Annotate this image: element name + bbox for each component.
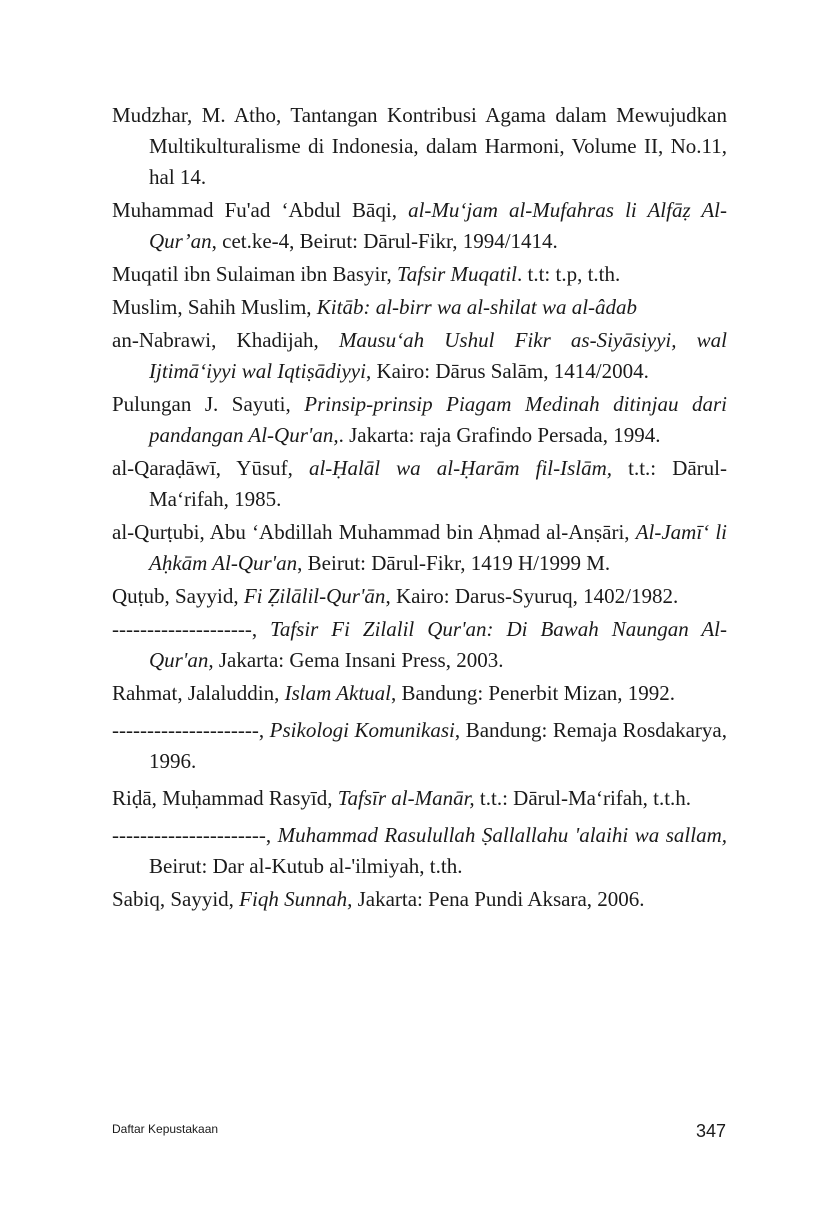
entry-details: Beirut: Dar al-Kutub al-'ilmiyah, t.th. [149,854,463,878]
entry-title: Tafsir Muqatil [396,262,517,286]
entry-text: Sabiq, Sayyid, [112,887,240,911]
bibliography-entry [112,715,727,777]
entry-title: Muhammad Rasulullah Ṣallallahu 'alaihi wa sallam, [277,823,727,847]
entry-text: Pulungan J. Sayuti, [112,392,305,416]
entry-text: Muqatil ibn Sulaiman ibn Basyir, [112,262,397,286]
entry-title: Al-Jamī‘ li Aḥkām Al-Qur'an [149,520,727,575]
entry-details: , Kairo: Darus-Syuruq, 1402/1982. [385,584,679,608]
entry-title: Psikologi Komunikasi [269,718,455,742]
entry-title: al-Ḥalāl wa al-Ḥarām fil-Islām, [308,456,613,480]
entry-text: --------------------, [112,617,271,641]
entry-details: , Kairo: Dārus Salām, 1414/2004. [365,359,649,383]
bibliography-entry [112,581,727,612]
entry-title: Tafsīr al-Manār, [337,786,475,810]
entry-details: , Bandung: Penerbit Mizan, 1992. [391,681,676,705]
entry-text: al-Qurṭubi, Abu ‘Abdillah Muhammad bin Aḥmad al-Anṣāri, [112,520,636,544]
bibliography-entry [112,614,727,676]
entry-title: Fi Ẓilālil-Qur'ān [243,584,386,608]
bibliography-entry [112,259,727,290]
entry-details: t.t.: Dārul-Ma‘rifah, 1985. [149,456,727,511]
entry-text: Muhammad Fu'ad ‘Abdul Bāqi, [112,198,409,222]
footer-section-title: Daftar Kepustakaan [112,1122,219,1136]
bibliography-entry [112,453,727,515]
entry-details: Jakarta: Gema Insani Press, 2003. [213,648,504,672]
bibliography-entry [112,884,727,915]
entry-title: al-Mu‘jam al-Mufahras li Alfāẓ Al-Qur’an [149,198,727,253]
entry-text: ---------------------, [112,718,270,742]
bibliography-entry [112,517,727,579]
entry-text: Muslim, Sahih Muslim, [112,295,317,319]
bibliography-entry [112,292,727,323]
entry-title: Tafsir Fi Zilalil Qur'an: Di Bawah Naungan Al-Qur'an, [149,617,727,672]
entry-text: Riḍā, Muḥammad Rasyīd, [112,786,338,810]
entry-title: Mausu‘ah Ushul Fikr as-Siyāsiyyi, wal Ijtimā‘iyyi wal Iqtiṣādiyyi [149,328,727,383]
entry-text: an-Nabrawi, Khadijah, [112,328,339,352]
entry-title: Islam Aktual [284,681,391,705]
bibliography-entry [112,195,727,257]
bibliography-entry [112,783,727,814]
entry-details: t.t.: Dārul-Ma‘rifah, t.t.h. [474,786,692,810]
entry-details: , cet.ke-4, Beirut: Dārul-Fikr, 1994/1414. [211,229,558,253]
entry-details: . t.t: t.p, t.th. [517,262,621,286]
bibliography-entry [112,678,727,709]
entry-details: Jakarta: Pena Pundi Aksara, 2006. [352,887,645,911]
entry-text: al-Qaraḍāwī, Yūsuf, [112,456,309,480]
bibliography-entry [112,389,727,451]
entry-details: , Bandung: Remaja Rosdakarya, 1996. [149,718,727,773]
entry-text: Mudzhar, M. Atho, Tantangan Kontribusi Agama dalam Mewujudkan Multikulturalisme di Indonesia, dalam Harmoni, Volume II, No.11, hal 14. [112,103,727,189]
bibliography-entry [112,100,727,193]
entry-text: Quṭub, Sayyid, [112,584,244,608]
entry-text: Rahmat, Jalaluddin, [112,681,285,705]
entry-title: Fiqh Sunnah, [239,887,353,911]
bibliography-entry [112,325,727,387]
bibliography-list [112,100,727,917]
entry-title: Prinsip-prinsip Piagam Medinah ditinjau dari pandangan Al-Qur'an, [149,392,727,447]
page-number: 347 [695,1121,726,1141]
entry-details: , Beirut: Dārul-Fikr, 1419 H/1999 M. [297,551,611,575]
entry-title: Kitāb: al-birr wa al-shilat wa al-âdab [316,295,638,319]
entry-details: . Jakarta: raja Grafindo Persada, 1994. [338,423,661,447]
bibliography-entry [112,820,727,882]
entry-text: ----------------------, [112,823,278,847]
